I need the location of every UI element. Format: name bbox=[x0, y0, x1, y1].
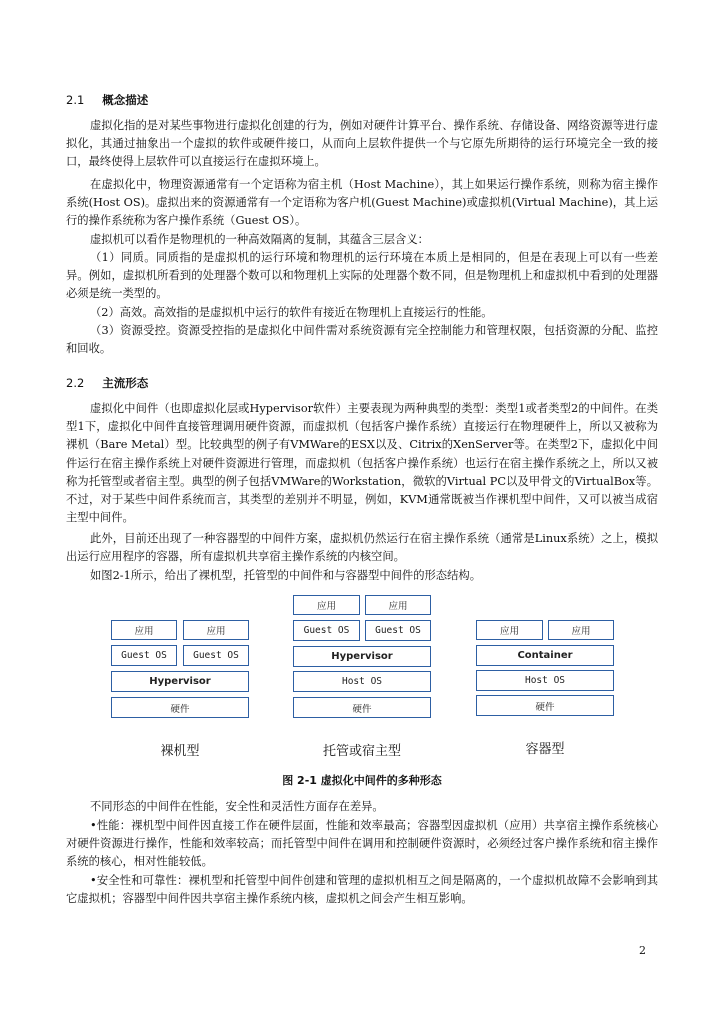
hardware-box: 硬件 bbox=[293, 697, 431, 718]
section-number: 2.1 bbox=[66, 93, 85, 107]
paragraph: （1）同质。同质指的是虚拟机的运行环境和物理机的运行环境在本质上是相同的，但是在表现上可以有一些差异。例如，虚拟机所看到的处理器个数可以和物理机上实际的处理器个数不同，但是物理机上和虚拟机中看到的处理器必须是统一类型的。 bbox=[66, 251, 658, 301]
paragraph: 虚拟机可以看作是物理机的一种高效隔离的复制，其蕴含三层含义： bbox=[90, 233, 429, 246]
diagram-label: 托管或宿主型 bbox=[322, 744, 401, 759]
paragraph: 不同形态的中间件在性能，安全性和灵活性方面存在差异。 bbox=[90, 800, 384, 813]
paragraph: •安全性和可靠性：裸机型和托管型中间件创建和管理的虚拟机相互之间是隔离的，一个虚拟机故障不会影响到其它虚拟机；容器型中间件因共享宿主操作系统内核，虚拟机之间会产生相互影响。 bbox=[66, 874, 658, 906]
page-number: 2 bbox=[639, 944, 646, 957]
section-number: 2.2 bbox=[66, 376, 85, 390]
paragraph: •性能：裸机型中间件因直接工作在硬件层面，性能和效率最高；容器型因虚拟机（应用）共享宿主操作系统核心对硬件资源进行操作，性能和效率较高；而托管型中间件在调用和控制硬件资源时，必须经过客户操作系统和宿主操作系统的核心，相对性能较低。 bbox=[66, 819, 658, 869]
app-box: 应用 bbox=[293, 595, 360, 615]
guest-os-box: Guest OS bbox=[111, 645, 177, 666]
paragraph: 虚拟化指的是对某些事物进行虚拟化创建的行为，例如对硬件计算平台、操作系统、存储设备、网络资源等进行虚拟化，其通过抽象出一个虚拟的软件或硬件接口，从而向上层软件提供一个与它原先所期待的运行环境完全一致的接口，最终使得上层软件可以直接运行在虚拟环境上。 bbox=[66, 119, 658, 169]
app-box: 应用 bbox=[476, 620, 543, 640]
app-box: 应用 bbox=[548, 620, 614, 640]
hardware-box: 硬件 bbox=[476, 695, 614, 716]
section-title: 概念描述 bbox=[102, 93, 149, 107]
hardware-box: 硬件 bbox=[111, 697, 249, 718]
hypervisor-box: Hypervisor bbox=[111, 671, 249, 692]
diagram-label: 裸机型 bbox=[160, 744, 200, 759]
app-box: 应用 bbox=[183, 620, 249, 640]
hypervisor-box: Hypervisor bbox=[293, 646, 431, 667]
paragraph: （3）资源受控。资源受控指的是虚拟化中间件需对系统资源有完全控制能力和管理权限，包括资源的分配、监控和回收。 bbox=[66, 324, 658, 356]
paragraph: 在虚拟化中，物理资源通常有一个定语称为宿主机（Host Machine），其上如果运行操作系统，则称为宿主操作系统(Host OS)。虚拟出来的资源通常有一个定语称为客户机(Guest Machine)或虚拟机(Virtual Machine)，其上运行的操作系统称为客户操作系统（Guest OS）。 bbox=[66, 178, 658, 228]
app-box: 应用 bbox=[111, 620, 177, 640]
guest-os-box: Guest OS bbox=[365, 620, 431, 641]
container-box: Container bbox=[476, 645, 614, 666]
paragraph: 虚拟化中间件（也即虚拟化层或Hypervisor软件）主要表现为两种典型的类型：类型1或者类型2的中间件。在类型1下，虚拟化中间件直接管理调用硬件资源，而虚拟机（包括客户操作系统）直接运行在物理硬件上，所以又被称为裸机（Bare Metal）型。比较典型的例子有VMWare的ESX以及、Citrix的XenServer等。在类型2下，虚拟化中间件运行在宿主操作系统上对硬件资源进行管理，而虚拟机（包括客户操作系统）也运行在宿主操作系统之上，所以又被称为托管型或者宿主型。典型的例子包括VMWare的Workstation，微软的Virtual PC以及甲骨文的VirtualBox等。不过，对于某些中间件系统而言，其类型的差别并不明显，例如，KVM通常既被当作裸机型中间件，又可以被当成宿主型中间件。 bbox=[66, 402, 658, 525]
host-os-box: Host OS bbox=[293, 671, 431, 692]
host-os-box: Host OS bbox=[476, 670, 614, 691]
guest-os-box: Guest OS bbox=[293, 620, 360, 641]
app-box: 应用 bbox=[365, 595, 431, 615]
paragraph: 如图2-1所示，给出了裸机型，托管型的中间件和与容器型中间件的形态结构。 bbox=[90, 569, 481, 582]
paragraph: （2）高效。高效指的是虚拟机中运行的软件有接近在物理机上直接运行的性能。 bbox=[90, 306, 493, 319]
section-heading-2-1 bbox=[66, 92, 148, 108]
paragraph: 此外，目前还出现了一种容器型的中间件方案，虚拟机仍然运行在宿主操作系统（通常是Linux系统）之上，模拟出运行应用程序的容器，所有虚拟机共享宿主操作系统的内核空间。 bbox=[66, 532, 658, 564]
figure-caption: 图 2-1 虚拟化中间件的多种形态 bbox=[282, 774, 442, 787]
section-heading-2-2 bbox=[66, 375, 148, 391]
guest-os-box: Guest OS bbox=[183, 645, 249, 666]
diagram-label: 容器型 bbox=[525, 742, 565, 757]
section-title: 主流形态 bbox=[102, 376, 149, 390]
